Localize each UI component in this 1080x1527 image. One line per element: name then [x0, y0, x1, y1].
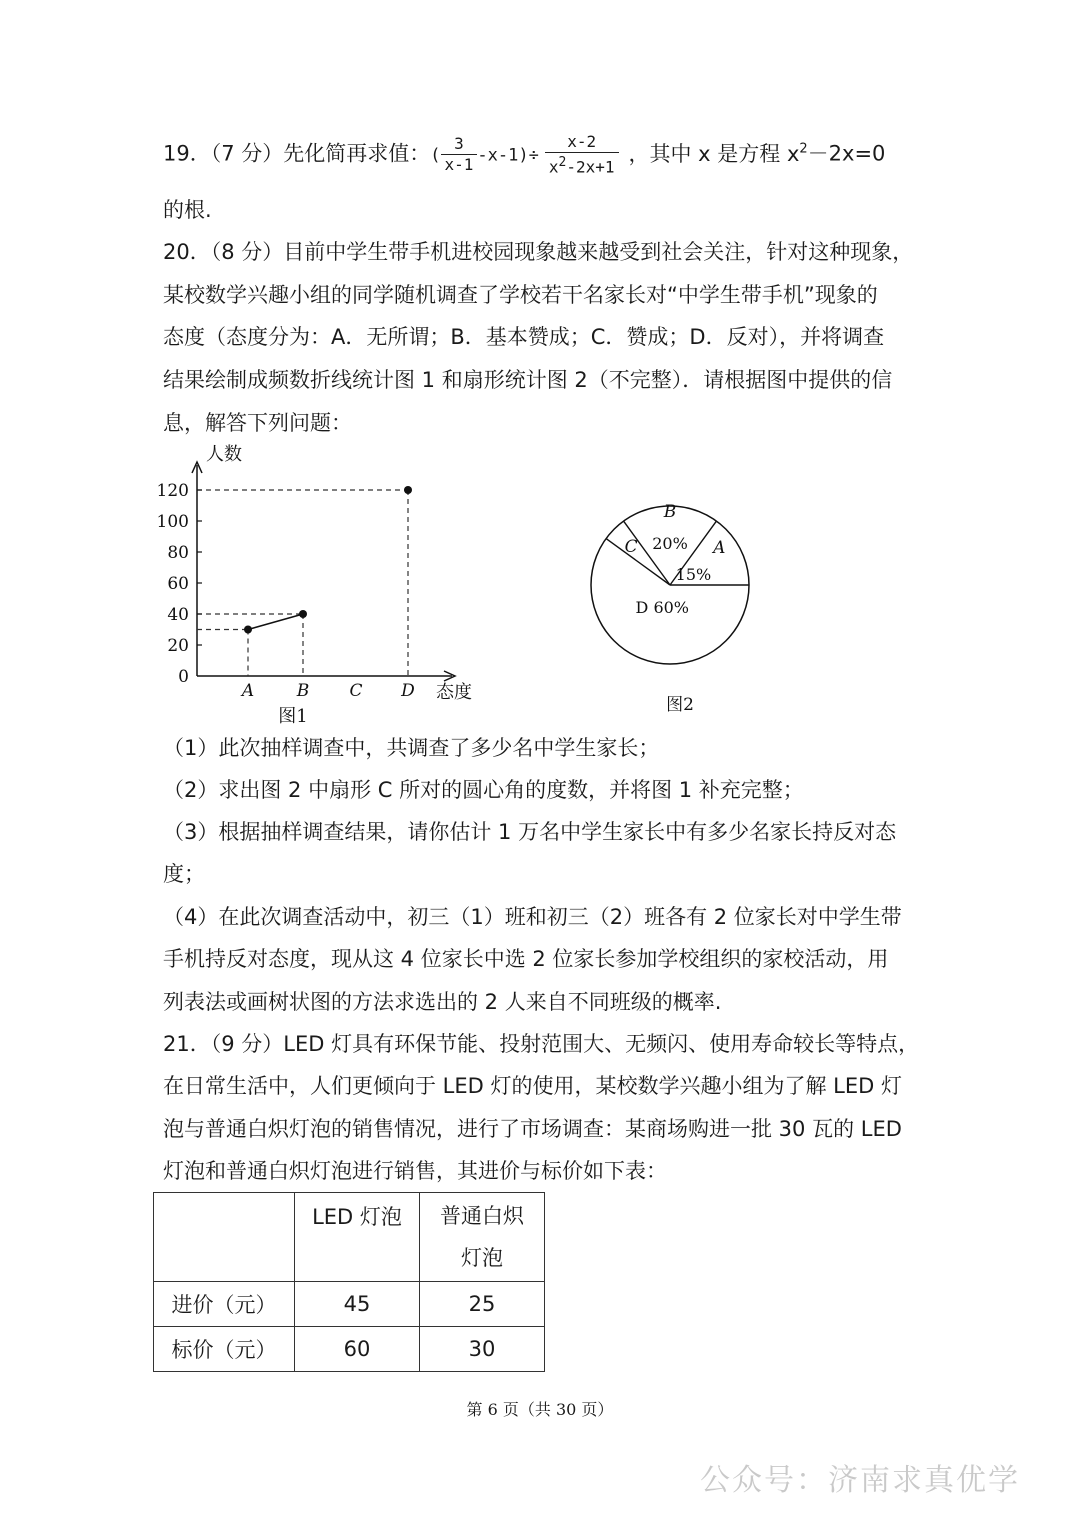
price-incandescent: 30 — [420, 1327, 545, 1372]
q19-fraction-1 — [441, 134, 478, 175]
pie-label-D: D 60% — [635, 597, 690, 617]
data-point-A — [244, 626, 252, 634]
chart1-series — [244, 486, 412, 634]
q21-line-2: 在日常生活中，人们更倾向于 LED 灯的使用，某校数学兴趣小组为了解 LED 灯 — [163, 1074, 902, 1098]
cost-incandescent: 25 — [420, 1282, 545, 1327]
y-tick-label: 100 — [156, 512, 189, 532]
pie-percent-B: 20% — [652, 534, 688, 553]
chart1-axes — [192, 462, 455, 681]
q20-sub-3: （3）根据抽样调查结果，请你估计 1 万名中学生家长中有多少名家长持反对态 — [163, 820, 897, 844]
header-empty-cell — [154, 1193, 295, 1282]
q20-sub-2: （2）求出图 2 中扇形 C 所对的圆心角的度数，并将图 1 补充完整； — [163, 778, 804, 802]
header-led: LED 灯泡 — [295, 1193, 420, 1282]
series-segment — [248, 614, 303, 630]
row-label-cost: 进价（元） — [154, 1282, 295, 1327]
q19-fraction-2 — [545, 132, 619, 177]
header-incandescent — [420, 1193, 545, 1282]
q19-frac2-den-a: x — [548, 157, 559, 177]
q19-frac1-denominator: x-1 — [444, 155, 474, 175]
q20-line-4: 结果绘制成频数折线统计图 1 和扇形统计图 2（不完整）．请根据图中提供的信 — [163, 368, 893, 392]
data-point-B — [299, 610, 307, 618]
q20-line-1: 20．（8 分）目前中学生带手机进校园现象越来越受到社会关注，针对这种现象， — [163, 240, 914, 264]
y-tick-label: 40 — [167, 605, 189, 625]
y-tick-label: 120 — [156, 481, 189, 501]
y-tick-label: 80 — [167, 543, 189, 563]
q20-sub-4: （4）在此次调查活动中，初三（1）班和初三（2）班各有 2 位家长对中学生带 — [163, 905, 902, 929]
price-table — [153, 1192, 545, 1372]
data-point-D — [404, 486, 412, 494]
q20-sub-4-cont-1: 手机持反对态度，现从这 4 位家长中选 2 位家长参加学校组织的家校活动，用 — [163, 947, 889, 971]
q20-sub-1: （1）此次抽样调查中，共调查了多少名中学生家长； — [163, 736, 660, 760]
x-tick-label: A — [241, 681, 255, 701]
q19-frac2-den-b: -2x+1 — [566, 157, 615, 177]
q19-lparen: ( — [430, 145, 441, 166]
chart1-guides — [197, 490, 408, 676]
pie-label-C: C — [624, 537, 638, 558]
chart2-slices — [591, 506, 749, 664]
q19-frac1-numerator: 3 — [441, 134, 478, 155]
row-label-price: 标价（元） — [154, 1327, 295, 1372]
q20-sub-3-cont: 度； — [163, 862, 205, 886]
header-incandescent-line1: 普通白炽 — [440, 1204, 524, 1228]
figure-1-line-chart — [150, 440, 490, 730]
q21-line-3: 泡与普通白炽灯泡的销售情况，进行了市场调查：某商场购进一批 30 瓦的 LED — [163, 1117, 902, 1141]
chart1-x-ticks — [240, 681, 415, 701]
chart1-x-axis-label: 态度 — [436, 682, 472, 703]
pie-label-B: B — [663, 502, 677, 522]
chart1-y-ticks — [157, 481, 202, 687]
q19-suffix-a: ，其中 x 是方程 x — [628, 141, 800, 166]
q20-sub-4-cont-2: 列表法或画树状图的方法求选出的 2 人来自不同班级的概率. — [163, 990, 722, 1014]
chart1-y-axis-label: 人数 — [206, 444, 242, 465]
q19-line2: 的根. — [163, 198, 212, 222]
q19-frac2-denominator — [545, 153, 619, 177]
x-tick-label: C — [349, 681, 363, 701]
q19-frac2-den-exp: 2 — [558, 155, 567, 170]
cost-led: 45 — [295, 1282, 420, 1327]
q20-line-2: 某校数学兴趣小组的同学随机调查了学校若干名家长对“中学生带手机”现象的 — [163, 283, 878, 307]
pie-percent-A: 15% — [675, 564, 712, 584]
x-tick-label: B — [296, 681, 310, 701]
chart1-title: 图1 — [278, 706, 308, 727]
price-led: 60 — [295, 1327, 420, 1372]
chart2-title: 图2 — [666, 695, 694, 715]
pie-label-A: A — [713, 537, 726, 558]
table-row — [154, 1282, 545, 1327]
q21-line-4: 灯泡和普通白炽灯泡进行销售，其进价与标价如下表： — [163, 1159, 667, 1183]
figure-2-pie-chart — [580, 495, 770, 725]
q20-line-3: 态度（态度分为：A．无所谓；B．基本赞成；C．赞成；D．反对），并将调查 — [163, 325, 885, 349]
q19-rparen-div: )÷ — [518, 145, 539, 166]
q19-suffix-exp: 2 — [799, 141, 808, 157]
page-footer: 第 6 页（共 30 页） — [466, 1400, 614, 1419]
y-tick-label: 20 — [167, 636, 189, 656]
q19-prefix: 19．（7 分）先化简再求值： — [163, 141, 431, 166]
watermark: 公众号：济南求真优学 — [700, 1463, 1020, 1498]
q21-line-1: 21．（9 分）LED 灯具有环保节能、投射范围大、无频闪、使用寿命较长等特点， — [163, 1032, 920, 1056]
x-tick-label: D — [401, 681, 415, 701]
q19-suffix-b: －2x=0 — [807, 141, 886, 166]
q19-line1 — [163, 132, 923, 177]
header-incandescent-line2: 灯泡 — [461, 1246, 503, 1270]
table-row — [154, 1327, 545, 1372]
q20-line-5: 息，解答下列问题： — [163, 411, 352, 435]
q19-mid: -x-1 — [477, 145, 519, 166]
price-table-header — [154, 1193, 545, 1282]
y-tick-label: 0 — [178, 667, 189, 687]
y-tick-label: 60 — [167, 574, 189, 594]
q19-frac2-numerator: x-2 — [545, 132, 619, 153]
